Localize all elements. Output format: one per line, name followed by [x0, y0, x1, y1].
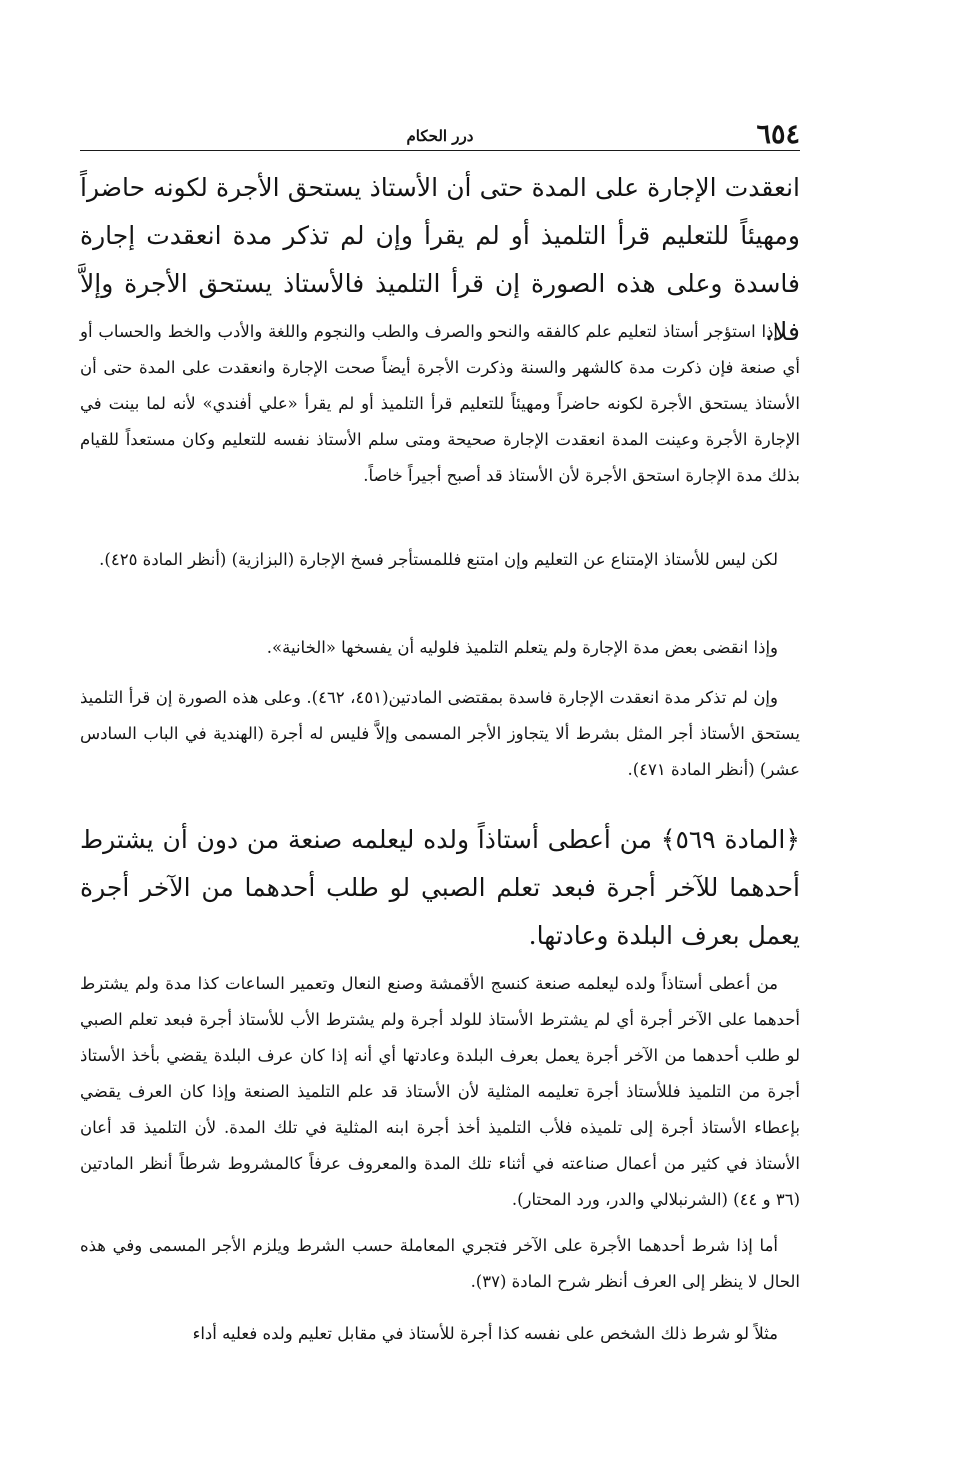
article-text: ﴿المادة ٥٦٩﴾ من أعطى أستاذاً ولده ليعلمه صنعة من دون أن يشترط أحدهما للآخر أجرة فبعد تعلم الصبي لو طلب أحدهما من الآخر أجرة يعمل بعرف البلدة وعادتها. [80, 825, 800, 950]
paragraph-text: من أعطى أستاذاً ولده ليعلمه صنعة كنسج الأقمشة وصنع النعال وتعمير الساعات كذا مدة ولم يشترط أحدهما على الآخر أجرة أي لم يشترط الأستاذ للولد أجرة ولم يشترط الأب للأستاذ أجرة فبعد تعلم الصبي لو طلب أحدهما من الآخر أجرة يعمل بعرف البلدة وعادتها أي أنه إذا كان عرف البلدة يقضي بأخذ الأستاذ أجرة من التلميذ فللأستاذ أجرة تعليمه المثلية لأن الأستاذ قد علم التلميذ الصنعة وإذا كان العرف يقضي بإعطاء الأستاذ أجرة إلى تلميذه فلأب التلميذ أخذ أجرة ابنه المثلية في تلك المدة. لأن التلميذ قد أعان الأستاذ في كثير من أعمال صناعته في أثناء تلك المدة والمعروف عرفاً كالمشروط شرطاً أنظر المادتين (٣٦ و ٤٤) (الشرنبلالي والدر، ورد المحتار). [80, 974, 800, 1209]
paragraph-commentary-7 [80, 1316, 800, 1352]
paragraph-commentary-6 [80, 1228, 800, 1300]
paragraph-text: إذا استؤجر أستاذ لتعليم علم كالفقه والنحو والصرف والطب والنجوم واللغة والأدب والخط والحساب أو أي صنعة فإن ذكرت مدة كالشهر والسنة وذكرت الأجرة أيضاً صحت الإجارة وانعقدت على المدة حتى أن الأستاذ يستحق الأجرة لكونه حاضراً ومهيئاً للتعليم قرأ التلميذ أو لم يقرأ «علي أفندي» لأنه لما بينت في الإجارة الأجرة وعينت المدة انعقدت الإجارة صحيحة ومتى سلم الأستاذ نفسه للتعليم وكان مستعداً للقيام بذلك مدة الإجارة استحق الأجرة لأن الأستاذ قد أصبح أجيراً خاصاً. [80, 322, 800, 485]
paragraph-commentary-4 [80, 680, 800, 788]
paragraph-commentary-3 [80, 630, 800, 666]
paragraph-text: أما إذا شرط أحدهما الأجرة على الآخر فتجري المعاملة حسب الشرط ويلزم الأجر المسمى وفي هذه الحال لا ينظر إلى العرف أنظر شرح المادة (٣٧). [80, 1236, 800, 1291]
paragraph-text: وإن لم تذكر مدة انعقدت الإجارة فاسدة بمقتضى المادتين(٤٥١، ٤٦٢). وعلى هذه الصورة إن قرأ التلميذ يستحق الأستاذ أجر المثل بشرط ألا يتجاوز الأجر المسمى وإلاَّ فليس له أجرة (الهندية في الباب السادس عشر) (أنظر المادة ٤٧١). [80, 688, 800, 779]
page-header [80, 112, 800, 151]
paragraph-commentary-5 [80, 966, 800, 1218]
article-569 [80, 816, 800, 960]
paragraph-text: لكن ليس للأستاذ الإمتناع عن التعليم وإن امتنع فللمستأجر فسخ الإجارة (البزازية) (أنظر المادة ٤٢٥). [99, 550, 778, 569]
paragraph-text: مثلاً لو شرط ذلك الشخص على نفسه كذا أجرة للأستاذ في مقابل تعليم ولده فعليه أداء [192, 1324, 778, 1343]
book-title: درر الحكام [406, 127, 474, 145]
paragraph-text: وإذا انقضى بعض مدة الإجارة ولم يتعلم التلميذ فلوليه أن يفسخها «الخانية». [266, 638, 778, 657]
page-number: ٦٥٤ [756, 119, 800, 150]
paragraph-commentary-2 [80, 542, 800, 578]
paragraph-text: انعقدت الإجارة على المدة حتى أن الأستاذ يستحق الأجرة لكونه حاضراً ومهيئاً للتعليم قرأ التلميذ أو لم يقرأ وإن لم تذكر مدة انعقدت إجارة فاسدة وعلى هذه الصورة إن قرأ التلميذ فالأستاذ يستحق الأجرة وإلاَّ فلا. [80, 173, 800, 346]
paragraph-commentary-1 [80, 314, 800, 494]
